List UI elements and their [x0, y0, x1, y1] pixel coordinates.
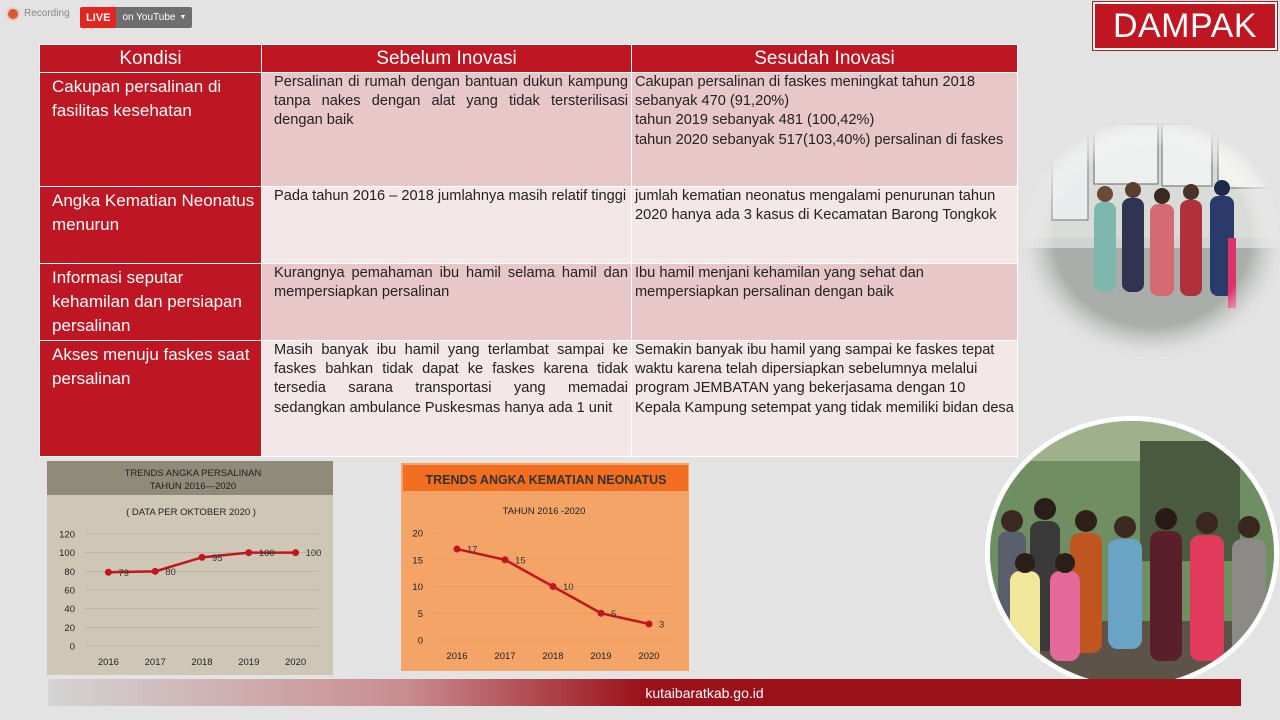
y-tick-label: 40	[64, 604, 75, 616]
data-point	[502, 556, 509, 563]
header-kondisi: Kondisi	[40, 45, 262, 73]
data-point	[292, 549, 299, 556]
x-tick-label: 2020	[638, 651, 660, 662]
data-label: 100	[305, 548, 322, 560]
data-point	[152, 568, 159, 575]
chart-subtitle: TAHUN 2016 -2020	[502, 506, 586, 517]
kondisi-cell: Angka Kematian Neonatus menurun	[40, 187, 262, 264]
kondisi-cell: Cakupan persalinan di fasilitas kesehatan	[40, 73, 262, 187]
y-tick-label: 5	[417, 608, 423, 620]
y-tick-label: 80	[64, 566, 75, 578]
y-tick-label: 20	[412, 528, 423, 540]
x-tick-label: 2019	[590, 651, 612, 662]
data-label: 100	[258, 548, 275, 560]
y-tick-label: 20	[64, 622, 75, 634]
x-tick-label: 2018	[542, 651, 564, 662]
kondisi-cell: Informasi seputar kehamilan dan persiapan persalinan	[40, 264, 262, 341]
chart-subtitle: ( DATA PER OKTOBER 2020 )	[126, 507, 256, 518]
community-photo-bottom	[985, 416, 1279, 690]
sesudah-line: tahun 2020 sebanyak 517(103,40%) persalinan di faskes	[635, 131, 1004, 148]
sesudah-cell	[632, 341, 1018, 457]
data-label: 79	[118, 567, 129, 579]
table-row	[40, 187, 1018, 264]
x-tick-label: 2020	[285, 657, 307, 668]
y-tick-label: 120	[59, 529, 75, 541]
sebelum-cell: Pada tahun 2016 – 2018 jumlahnya masih relatif tinggi	[262, 187, 632, 264]
x-tick-label: 2017	[494, 651, 516, 662]
data-label: 3	[659, 619, 665, 631]
y-tick-label: 100	[59, 548, 75, 560]
dropdown-arrow-icon: ▼	[179, 14, 187, 21]
data-point	[245, 549, 252, 556]
x-tick-label: 2018	[191, 657, 213, 668]
data-label: 95	[212, 552, 223, 564]
live-badge: LIVE	[80, 7, 116, 28]
x-tick-label: 2019	[238, 657, 260, 668]
data-label: 15	[515, 555, 526, 567]
chart-title: TRENDS ANGKA PERSALINAN	[124, 468, 262, 479]
x-tick-label: 2016	[446, 651, 468, 662]
sesudah-line: Ibu hamil menjani kehamilan yang sehat dan mempersiapkan persalinan dengan baik	[635, 265, 924, 301]
sesudah-line: jumlah kematian neonatus mengalami penurunan tahun 2020 hanya ada 3 kasus di Kecamatan Barong Tongkok	[635, 188, 997, 224]
sebelum-cell: Persalinan di rumah dengan bantuan dukun kampung tanpa nakes dengan alat yang tidak tersterilisasi dengan baik	[262, 73, 632, 187]
data-point	[598, 610, 605, 617]
y-tick-label: 60	[64, 585, 75, 597]
sebelum-cell: Masih banyak ibu hamil yang terlambat sampai ke faskes bahkan tidak dapat ke faskes karena tidak tersedia sarana transportasi yang memadai sedangkan ambulance Puskesmas hanya ada 1 unit	[262, 341, 632, 457]
data-point	[454, 546, 461, 553]
data-point	[550, 583, 557, 590]
y-tick-label: 10	[412, 582, 423, 593]
kondisi-cell: Akses menuju faskes saat persalinan	[40, 341, 262, 457]
sesudah-line: Semakin banyak ibu hamil yang sampai ke faskes tepat waktu karena telah dipersiapkan sebelumnya melalui program JEMBATAN yang bekerjasama dengan 10 Kepala Kampung setempat yang tidak memiliki bidan desa	[635, 342, 1014, 416]
data-point	[199, 554, 206, 561]
y-tick-label: 0	[69, 641, 75, 653]
neonatal-death-trend-chart	[401, 463, 689, 671]
data-label: 17	[467, 544, 478, 556]
sesudah-line: Cakupan persalinan di faskes meningkat tahun 2018 sebanyak 470 (91,20%)	[635, 74, 975, 110]
footer-url: kutaibaratkab.go.id	[645, 684, 764, 701]
data-point	[646, 620, 653, 627]
header-sesudah: Sesudah Inovasi	[632, 45, 1018, 73]
sebelum-cell: Kurangnya pemahaman ibu hamil selama hamil dan mempersiapkan persalinan	[262, 264, 632, 341]
table-header	[40, 45, 1018, 73]
recording-label: Recording	[24, 8, 70, 19]
chart-title: TRENDS ANGKA KEMATIAN NEONATUS	[425, 473, 667, 487]
data-point	[105, 569, 112, 576]
x-tick-label: 2016	[97, 657, 119, 668]
chart-title: TAHUN 2016—2020	[149, 481, 237, 492]
team-photo-top	[1022, 118, 1280, 356]
data-label: 10	[563, 582, 574, 593]
sesudah-cell	[632, 187, 1018, 264]
header-sebelum: Sebelum Inovasi	[262, 45, 632, 73]
x-tick-label: 2017	[144, 657, 166, 668]
persalinan-trend-chart	[47, 461, 333, 675]
sesudah-cell	[632, 73, 1018, 187]
sesudah-cell	[632, 264, 1018, 341]
live-on-youtube-button[interactable]	[80, 7, 192, 28]
sesudah-line: tahun 2019 sebanyak 481 (100,42%)	[635, 112, 875, 129]
y-tick-label: 15	[412, 555, 423, 567]
table-row	[40, 341, 1018, 457]
y-tick-label: 0	[417, 635, 423, 647]
live-platform-label: on YouTube	[122, 12, 176, 23]
slide-title: DAMPAK	[1093, 2, 1277, 50]
impact-table	[39, 44, 1018, 457]
recording-indicator	[8, 8, 70, 19]
record-icon	[8, 9, 18, 19]
data-label: 5	[611, 608, 617, 620]
table-row	[40, 73, 1018, 187]
table-row	[40, 264, 1018, 341]
data-label: 80	[165, 566, 176, 578]
footer-banner	[48, 679, 1241, 706]
